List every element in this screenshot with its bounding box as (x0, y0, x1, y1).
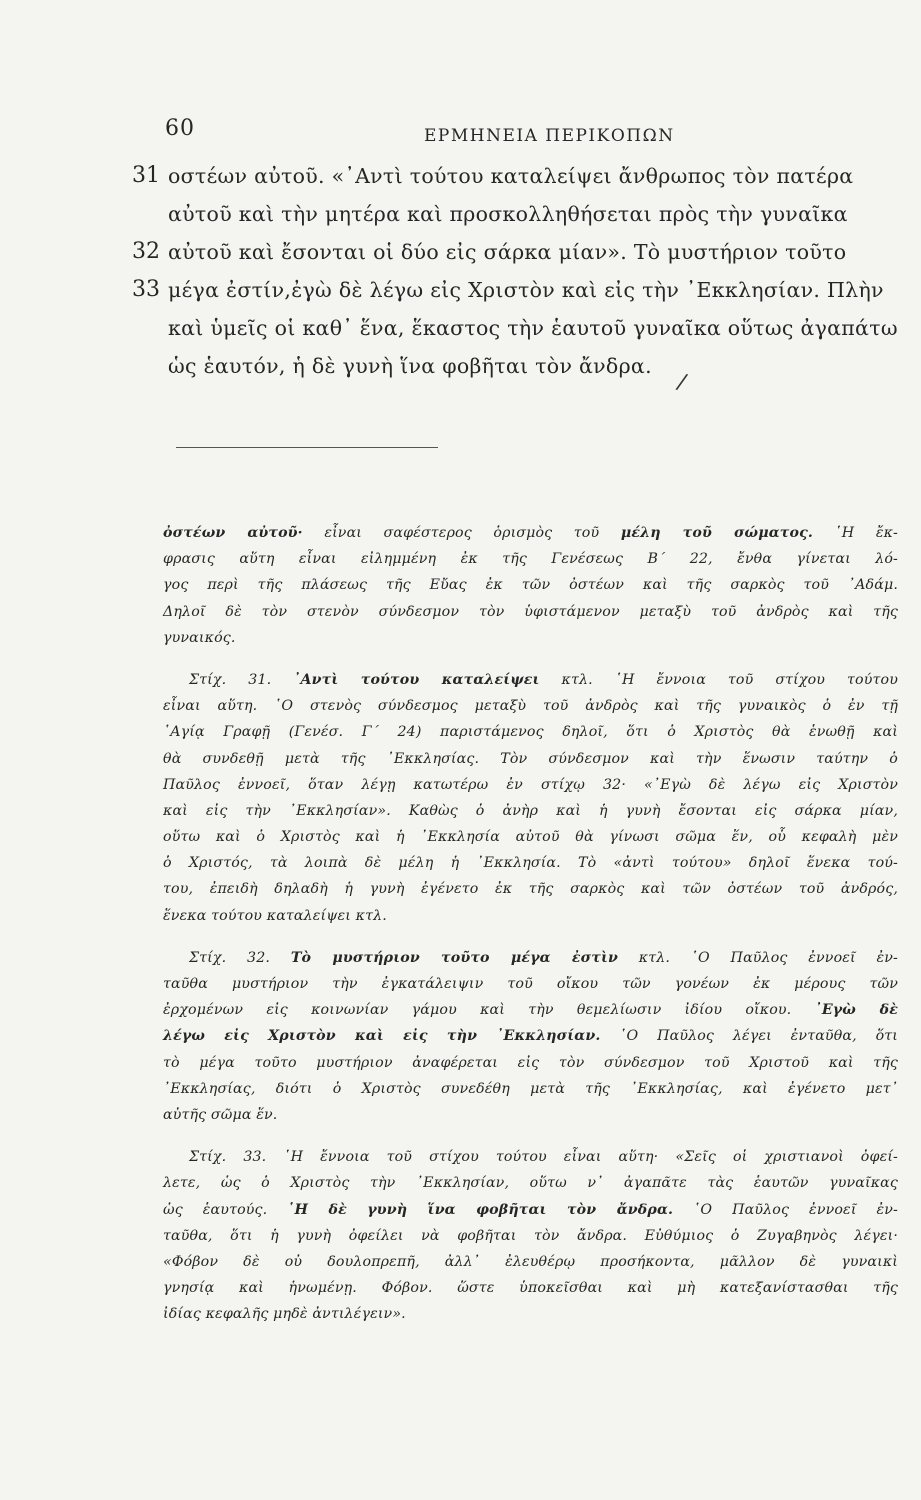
scripture-line-text: καὶ ὑμεῖς οἱ καθ᾿ ἕνα, ἕκαστος τὴν ἑαυτοῦ γυναῖκα οὕτως ἀγαπάτω (168, 316, 898, 340)
verse-number: 33 (132, 277, 160, 302)
commentary-line: ᾿Εκκλησίας, διότι ὁ Χριστὸς συνεδέθη μετὰ τῆς ᾿Εκκλησίας, καὶ ἐγένετο μετ᾿ (163, 1080, 898, 1097)
commentary-line: θὰ συνδεθῇ μετὰ τῆς ᾿Εκκλησίας. Τὸν σύνδεσμον καὶ τὴν ἕνωσιν ταύτην ὁ (163, 750, 898, 767)
commentary-paragraph (163, 1144, 898, 1327)
commentary-line: ὁ Χριστός, τὰ λοιπὰ δὲ μέλη ἡ ᾿Εκκλησία. Τὸ «ἀντὶ τούτου» δηλοῖ ἕνεκα τού- (163, 855, 898, 872)
commentary-line: οὕτω καὶ ὁ Χριστὸς καὶ ἡ ᾿Εκκλησία αὐτοῦ θὰ γίνωσι σῶμα ἕν, οὗ κεφαλὴ μὲν (163, 829, 898, 846)
commentary-line: λετε, ὡς ὁ Χριστὸς τὴν ᾿Εκκλησίαν, οὕτω ν᾿ ἀγαπᾶτε τὰς ἑαυτῶν γυναῖκας (163, 1175, 898, 1192)
commentary-paragraph (163, 945, 898, 1128)
scripture-line-text: ὡς ἑαυτόν, ἡ δὲ γυνὴ ἵνα φοβῆται τὸν ἄνδρα. (168, 354, 652, 378)
scripture-line-text: μέγα ἐστίν,ἐγὼ δὲ λέγω εἰς Χριστὸν καὶ εἰς τὴν ᾿Εκκλησίαν. Πλὴν (168, 278, 884, 302)
commentary-line: γος περὶ τῆς πλάσεως τῆς Εὔας ἐκ τῶν ὀστέων καὶ τῆς σαρκὸς τοῦ ᾿Αδάμ. (163, 577, 898, 594)
footnote-divider (176, 447, 438, 448)
commentary-line: Στίχ. 33. ῾Η ἔννοια τοῦ στίχου τούτου εἶναι αὕτη· «Σεῖς οἱ χριστιανοὶ ὀφεί- (189, 1149, 898, 1166)
commentary (163, 520, 898, 1343)
commentary-line: αὐτῆς σῶμα ἕν. (163, 1106, 278, 1123)
page-number: 60 (165, 116, 195, 141)
commentary-line: του, ἐπειδὴ δηλαδὴ ἡ γυνὴ ἐγένετο ἐκ τῆς σαρκὸς καὶ τῶν ὀστέων τοῦ ἀνδρός, (163, 881, 898, 898)
commentary-line: «Φόβον δὲ οὐ δουλοπρεπῆ, ἀλλ᾿ ἐλευθέρῳ προσήκοντα, μᾶλλον δὲ γυναικὶ (163, 1253, 898, 1270)
scripture-line (132, 350, 892, 388)
running-title: ΕΡΜΗΝΕΙΑ ΠΕΡΙΚΟΠΩΝ (424, 126, 675, 146)
commentary-line: λέγω εἰς Χριστὸν καὶ εἰς τὴν ᾿Εκκλησίαν. ῾Ο Παῦλος λέγει ἐνταῦθα, ὅτι (163, 1028, 898, 1045)
commentary-line: Παῦλος ἐννοεῖ, ὅταν λέγῃ κατωτέρω ἐν στίχῳ 32· «᾿Εγὼ δὲ λέγω εἰς Χριστὸν (163, 776, 898, 793)
commentary-line: ἕνεκα τούτου καταλείψει κτλ. (163, 907, 387, 924)
scripture-text (132, 160, 898, 388)
commentary-line: γυναικός. (163, 629, 236, 646)
pencil-margin-mark: / (674, 369, 690, 396)
commentary-line: καὶ εἰς τὴν ᾿Εκκλησίαν». Καθὼς ὁ ἀνὴρ καὶ ἡ γυνὴ ἔσονται εἰς σάρκα μίαν, (163, 802, 898, 819)
scripture-line (132, 274, 892, 312)
scripture-line (132, 198, 892, 236)
commentary-line: εἶναι αὕτη. ῾Ο στενὸς σύνδεσμος μεταξὺ τοῦ ἀνδρὸς καὶ τῆς γυναικὸς ὁ ἐν τῇ (163, 698, 898, 715)
commentary-line: ἐρχομένων εἰς κοινωνίαν γάμου καὶ τὴν θεμελίωσιν ἰδίου οἴκου. ᾿Εγὼ δὲ (163, 1002, 898, 1019)
commentary-line: ὀστέων αὐτοῦ· εἶναι σαφέστερος ὁρισμὸς τοῦ μέλη τοῦ σώματος. ῾Η ἔκ- (163, 525, 899, 541)
commentary-line: ἰδίας κεφαλῆς μηδὲ ἀντιλέγειν». (163, 1306, 406, 1323)
commentary-paragraph (163, 520, 898, 651)
commentary-paragraph (163, 667, 898, 929)
scripture-line (132, 160, 892, 198)
scripture-line-text: αὐτοῦ καὶ ἔσονται οἱ δύο εἰς σάρκα μίαν». Τὸ μυστήριον τοῦτο (168, 240, 847, 264)
commentary-line: Στίχ. 31. ᾿Αντὶ τούτου καταλείψει κτλ. ῾Η ἔννοια τοῦ στίχου τούτου (189, 671, 898, 688)
scripture-line-text: οστέων αὐτοῦ. «᾿Αντὶ τούτου καταλείψει ἄνθρωπος τὸν πατέρα (168, 164, 854, 188)
verse-number: 32 (132, 239, 160, 264)
commentary-line: τὸ μέγα τοῦτο μυστήριον ἀναφέρεται εἰς τὸν σύνδεσμον τοῦ Χριστοῦ καὶ τῆς (163, 1054, 898, 1071)
scripture-line-text: αὐτοῦ καὶ τὴν μητέρα καὶ προσκολληθήσεται πρὸς τὴν γυναῖκα (168, 202, 848, 226)
verse-number: 31 (132, 163, 160, 188)
commentary-line: ταῦθα μυστήριον τὴν ἐγκατάλειψιν τοῦ οἴκου τῶν γονέων ἐκ μέρους τῶν (163, 976, 898, 992)
commentary-line: Στίχ. 32. Τὸ μυστήριον τοῦτο μέγα ἐστὶν κτλ. ῾Ο Παῦλος ἐννοεῖ ἐν- (189, 949, 898, 966)
page-header (0, 116, 921, 156)
commentary-line: ὡς ἑαυτούς. ῾Η δὲ γυνὴ ἵνα φοβῆται τὸν ἄνδρα. ῾Ο Παῦλος ἐννοεῖ ἐν- (163, 1201, 899, 1218)
commentary-line: ῾Αγίᾳ Γραφῇ (Γενέσ. Γ΄ 24) παριστάμενος δηλοῖ, ὅτι ὁ Χριστὸς θὰ ἑνωθῇ καὶ (163, 724, 898, 741)
commentary-line: φρασις αὕτη εἶναι εἰλημμένη ἐκ τῆς Γενέσεως Β΄ 22, ἔνθα γίνεται λό- (163, 551, 898, 568)
commentary-line: Δηλοῖ δὲ τὸν στενὸν σύνδεσμον τὸν ὑφιστάμενον μεταξὺ τοῦ ἀνδρὸς καὶ τῆς (163, 603, 898, 620)
commentary-line: ταῦθα, ὅτι ἡ γυνὴ ὀφείλει νὰ φοβῆται τὸν ἄνδρα. Εὐθύμιος ὁ Ζυγαβηνὸς λέγει· (163, 1227, 898, 1244)
scripture-line (132, 312, 898, 350)
commentary-line: γνησίᾳ καὶ ἡνωμένῃ. Φόβον. ὥστε ὑποκεῖσθαι καὶ μὴ κατεξανίστασθαι τῆς (163, 1280, 898, 1297)
scripture-line (132, 236, 892, 274)
